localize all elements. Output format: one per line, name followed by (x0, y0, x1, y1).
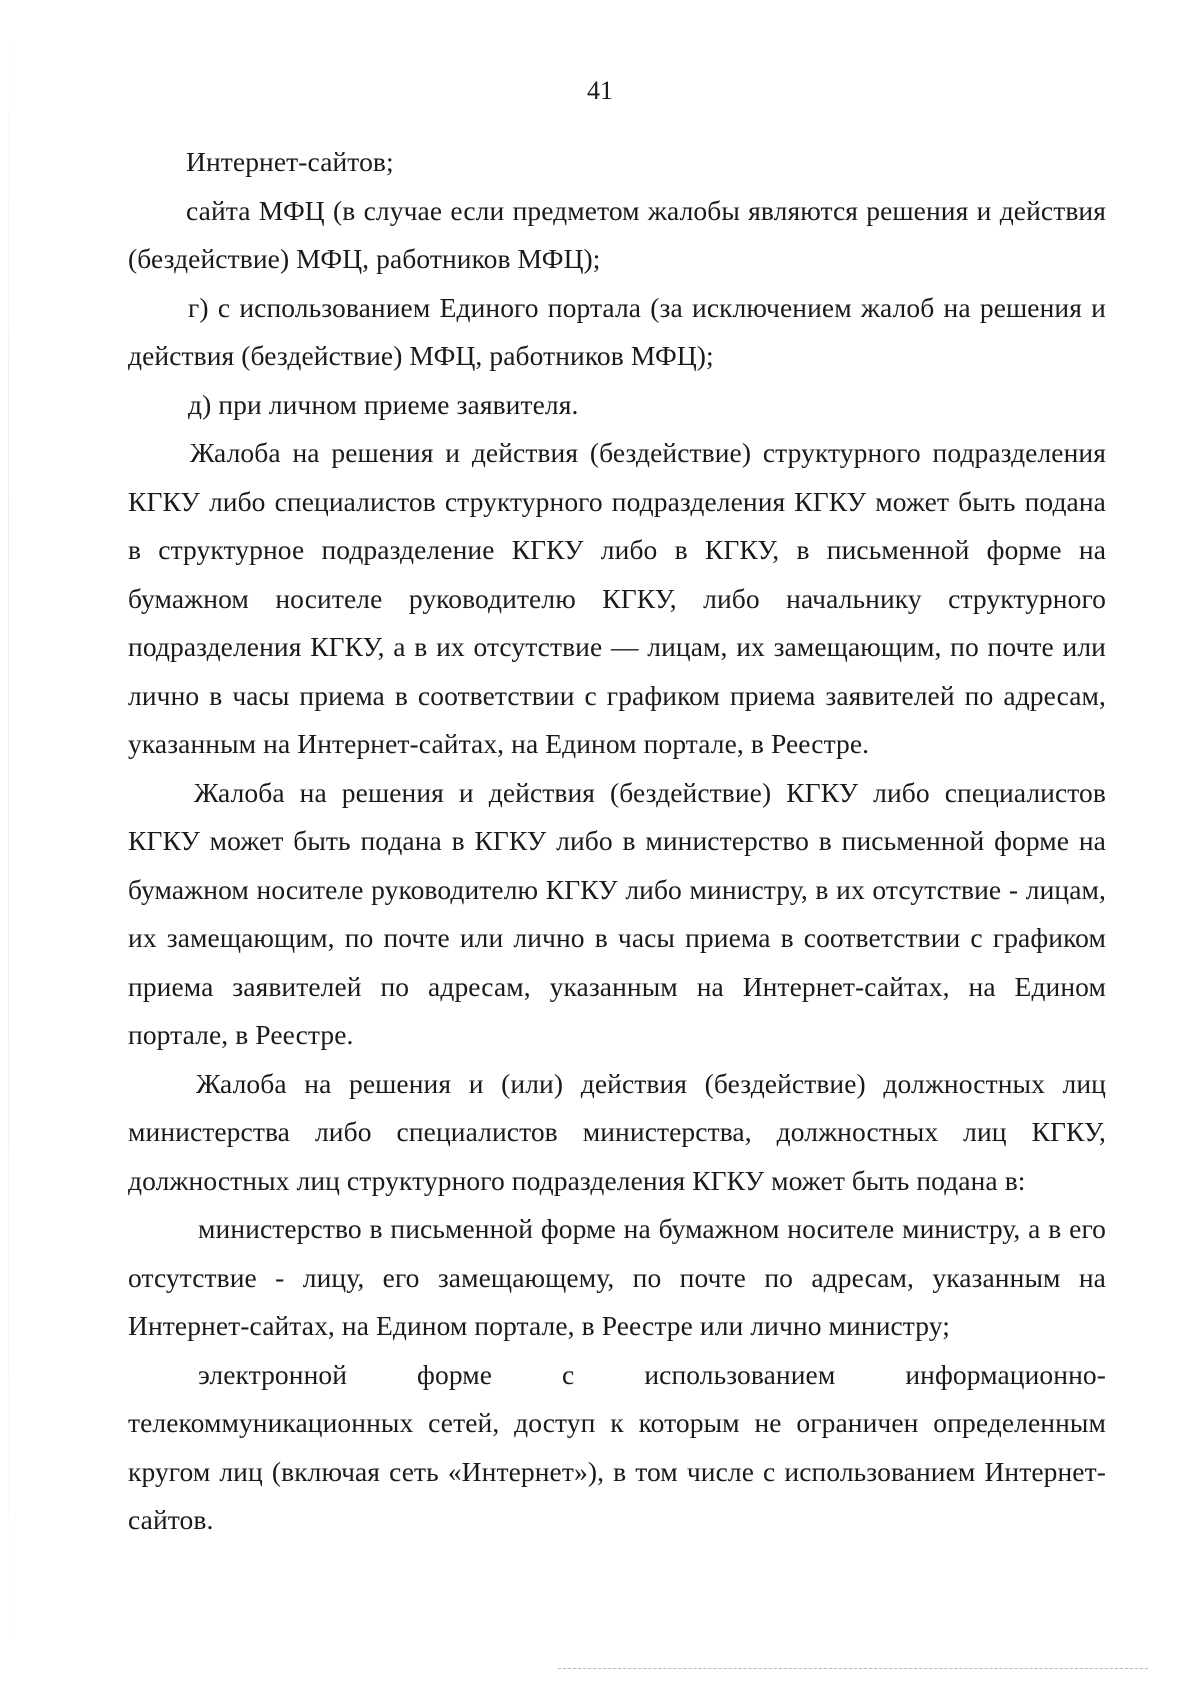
document-body (128, 138, 1106, 1545)
paragraph-electronic-form: электронной форме с использованием информационно-телекоммуникационных сетей, доступ к которым не ограничен определенным кругом лиц (включая сеть «Интернет»), в том числе с использованием Интернет-сайтов. (128, 1358, 1106, 1535)
paragraph-unified-portal: г) с использованием Единого портала (за исключением жалоб на решения и действия (бездействие) МФЦ, работников МФЦ); (128, 291, 1106, 371)
paragraph-complaint-officials: Жалоба на решения и (или) действия (бездействие) должностных лиц министерства либо специалистов министерства, должностных лиц КГКУ, должностных лиц структурного подразделения КГКУ может быть подана в: (128, 1067, 1106, 1196)
paragraph-mfc-site: сайта МФЦ (в случае если предметом жалобы являются решения и действия (бездействие) МФЦ, работников МФЦ); (128, 194, 1106, 274)
page-number: 41 (587, 76, 613, 105)
scan-edge-shadow (8, 0, 9, 1698)
paragraph-personal-reception: д) при личном приеме заявителя. (188, 388, 579, 420)
paragraph-internet-sites: Интернет-сайтов; (186, 146, 394, 177)
scan-bottom-rule (558, 1668, 1148, 1669)
paragraph-complaint-structural-unit: Жалоба на решения и действия (бездействие) структурного подразделения КГКУ либо специалистов структурного подразделения КГКУ может быть подана в структурное подразделение КГКУ либо в КГКУ, в письменной форме на бумажном носителе руководителю КГКУ, либо начальнику структурного подразделения КГКУ, а в их отсутствие — лицам, их замещающим, по почте или лично в часы приема в соответствии с графиком приема заявителей по адресам, указанным на Интернет-сайтах, на Едином портале, в Реестре. (128, 437, 1106, 759)
paragraph-ministry-written: министерство в письменной форме на бумажном носителе министру, а в его отсутствие - лицу, его замещающему, по почте по адресам, указанным на Интернет-сайтах, на Едином портале, в Реестре или лично министру; (128, 1213, 1106, 1341)
paragraph-complaint-kgku: Жалоба на решения и действия (бездействие) КГКУ либо специалистов КГКУ может быть подана в КГКУ либо в министерство в письменной форме на бумажном носителе руководителю КГКУ либо министру, в их отсутствие - лицам, их замещающим, по почте или лично в часы приема в соответствии с графиком приема заявителей по адресам, указанным на Интернет-сайтах, на Едином портале, в Реестре. (128, 776, 1106, 1050)
